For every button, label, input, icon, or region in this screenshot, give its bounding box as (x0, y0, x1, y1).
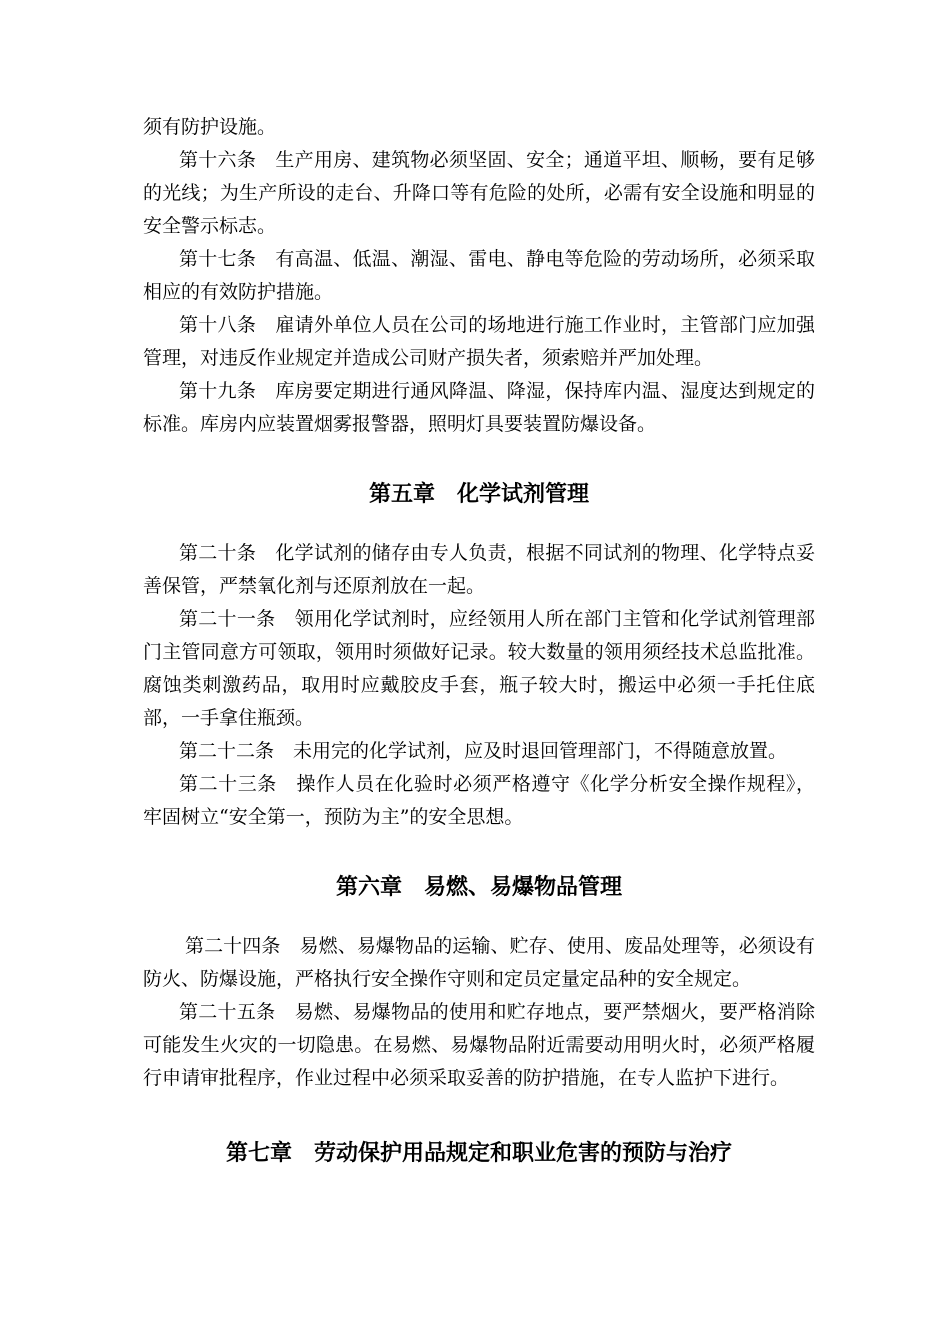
paragraph-article-19: 第十九条 库房要定期进行通风降温、降湿，保持库内温、湿度达到规定的标准。库房内应装置烟雾报警器，照明灯具要装置防爆设备。 (143, 380, 815, 435)
paragraph-article-16: 第十六条 生产用房、建筑物必须坚固、安全；通道平坦、顺畅，要有足够的光线；为生产所设的走台、升降口等有危险的处所，必需有安全设施和明显的安全警示标志。 (143, 149, 815, 237)
chapter-6-heading: 第六章 易燃、易爆物品管理 (335, 875, 622, 900)
paragraph-article-18: 第十八条 雇请外单位人员在公司的场地进行施工作业时，主管部门应加强管理，对违反作业规定并造成公司财产损失者，须索赔并严加处理。 (143, 314, 815, 369)
paragraph-article-21: 第二十一条 领用化学试剂时，应经领用人所在部门主管和化学试剂管理部门主管同意方可领取，领用时须做好记录。较大数量的领用须经技术总监批准。腐蚀类刺激药品，取用时应戴胶皮手套，瓶子较大时，搬运中必须一手托住底部，一手拿住瓶颈。 (143, 608, 815, 729)
paragraph-article-23: 第二十三条 操作人员在化验时必须严格遵守《化学分析安全操作规程》，牢固树立“安全第一，预防为主”的安全思想。 (143, 773, 815, 828)
paragraph-article-22: 第二十二条 未用完的化学试剂，应及时退回管理部门，不得随意放置。 (179, 740, 788, 762)
paragraph-article-15-continued: 须有防护设施。 (143, 116, 277, 138)
chapter-7-heading: 第七章 劳动保护用品规定和职业危害的预防与治疗 (225, 1141, 732, 1166)
paragraph-article-17: 第十七条 有高温、低温、潮湿、雷电、静电等危险的劳动场所，必须采取相应的有效防护措施。 (143, 248, 815, 303)
paragraph-article-20: 第二十条 化学试剂的储存由专人负责，根据不同试剂的物理、化学特点妥善保管，严禁氧化剂与还原剂放在一起。 (143, 542, 815, 597)
paragraph-article-24: 第二十四条 易燃、易爆物品的运输、贮存、使用、废品处理等，必须设有防火、防爆设施，严格执行安全操作守则和定员定量定品种的安全规定。 (143, 935, 815, 990)
chapter-5-heading: 第五章 化学试剂管理 (368, 482, 589, 507)
document-body (143, 111, 815, 1169)
paragraph-article-25: 第二十五条 易燃、易爆物品的使用和贮存地点，要严禁烟火，要严格消除可能发生火灾的一切隐患。在易燃、易爆物品附近需要动用明火时，必须严格履行申请审批程序，作业过程中必须采取妥善的防护措施，在专人监护下进行。 (143, 1001, 815, 1089)
